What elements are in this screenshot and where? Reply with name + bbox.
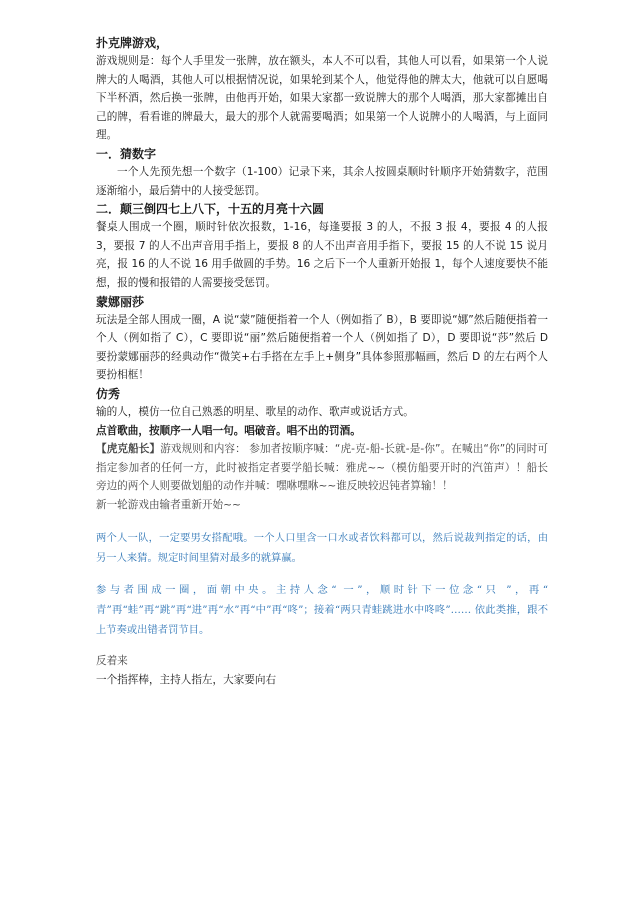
frog-counting-text: 参与者围成一圈，面朝中央。主持人念“ 一”，顺时针下一位念“只 ”，再“ 青”再“蛙”再“跳”再“进”再“水”再“中”再“咚”；接着“两只青蛙跳进水中咚咚”…… 依此类推，跟不上节奏或出错者罚节目。 [96, 584, 548, 637]
document-title: 扑克牌游戏， [96, 36, 169, 50]
section-guess-number-text: 一个人先预先想一个数字（1-100）记录下来，其余人按圆桌顺时针顺序开始猜数字，范围逐渐缩小，最后猜中的人接受惩罚。 [96, 165, 548, 197]
section-counting-game-text: 餐桌人围成一个圈，顺时针依次报数，1-16，每逢要报 3 的人，不报 3 报 4，要报 4 的人报 3，要报 7 的人不出声音用手指上，要报 8 的人不出声音用手指下，要报 15 的人不说 15 说月亮，报 16 的人不说 16 用手做圆的手势。16 之后下一个人重新开始报 1，每个人速度要快不能想，报的慢和报错的人需要接受惩罚。 [96, 221, 548, 289]
section-reverse-text: 一个指挥棒，主持人指左，大家要向右 [96, 674, 277, 687]
section-captain-hook [96, 440, 548, 496]
poker-rules-paragraph: 游戏规则是：每个人手里发一张牌，放在额头，本人不可以看，其他人可以看，如果第一个人说牌大的人喝酒，其他人可以根据情况说，如果轮到某个人，他觉得他的牌太大，他就可以自愿喝下半杯酒，然后换一张牌，由他再开始，如果大家都一致说牌大的那个人喝酒，那大家都摊出自己的牌，看看谁的牌最大，最大的那个人就需要喝酒；如果第一个人说牌小的人喝酒，与上面同理。 [96, 55, 548, 142]
captain-hook-text: 游戏规则和内容： 参加者按顺序喊：“虎-克-船-长就-是-你”。在喊出“你”的同时可指定参加者的任何一方，此时被指定者要学船长喊：雅虎~~（模仿船要开时的汽笛声）！船长旁边的两个人则要做划船的动作并喊：嘿咻嘿咻~~谁反映较迟钝者算输！！ [96, 443, 548, 493]
section-imitation-text: 输的人，模仿一位自己熟悉的明星、歌星的动作、歌声或说话方式。 [96, 405, 414, 418]
section-singing-text: 点首歌曲，按顺序一人唱一句。唱破音。唱不出的罚酒。 [96, 424, 361, 437]
pair-guessing-text: 两个人一队，一定要男女搭配哦。一个人口里含一口水或者饮料都可以，然后说裁判指定的话，由另一人来猜。规定时间里猜对最多的就算赢。 [96, 532, 548, 565]
section-mona-lisa-heading: 蒙娜丽莎 [96, 294, 145, 309]
section-guess-number-heading: 一．猜数字 [96, 146, 157, 161]
section-imitation-heading: 仿秀 [96, 386, 121, 401]
document-page [96, 34, 548, 690]
captain-hook-restart: 新一轮游戏由输者重新开始~~ [96, 498, 241, 511]
section-mona-lisa-text: 玩法是全部人围成一圈，A 说“蒙”随便指着一个人（例如指了 B），B 要即说“娜”然后随便指着一个人（例如指了 C），C 要即说“丽”然后随便指着一个人（例如指了 D），D 要即说“莎”然后 D 要扮蒙娜丽莎的经典动作“微笑+右手搭在左手上+侧身”具体参照那幅画，然后 D 的左右两个人要扮相框！ [96, 313, 548, 382]
section-reverse-heading: 反着来 [96, 655, 128, 668]
captain-hook-label: 【虎克船长】 [96, 443, 161, 456]
section-counting-game-heading: 二．颠三倒四七上八下，十五的月亮十六圆 [96, 202, 325, 217]
